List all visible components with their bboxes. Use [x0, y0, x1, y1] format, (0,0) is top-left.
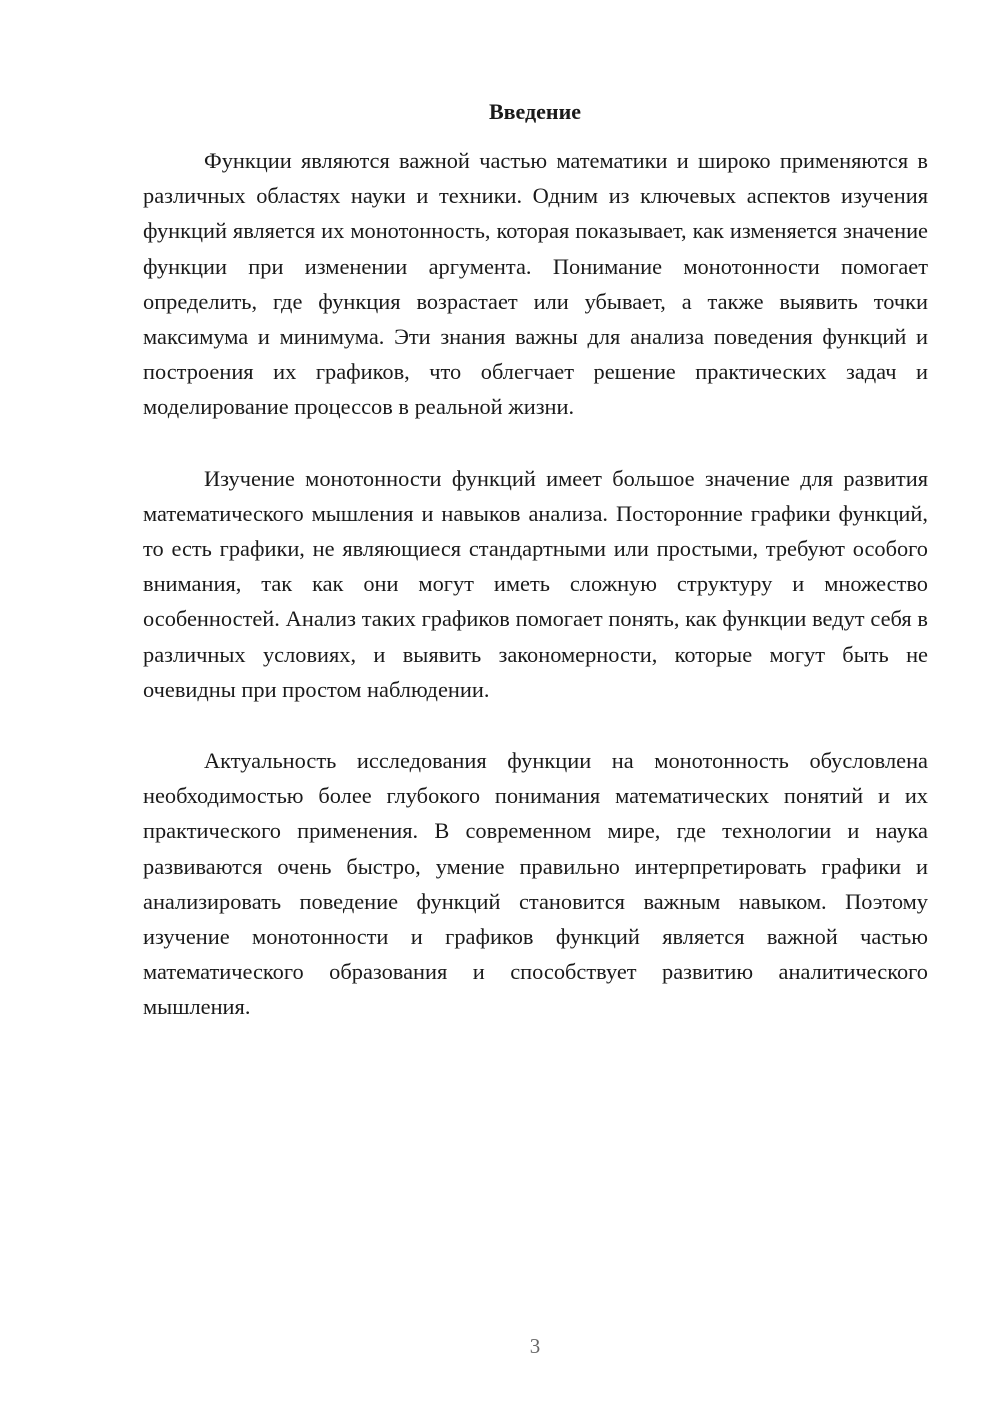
paragraph-1: Функции являются важной частью математики и широко применяются в различных областях науки и техники. Одним из ключевых аспектов изучения функций является их монотонность, которая показывает, как изменяется значение функции при изменении аргумента. Понимание монотонности помогает определить, где функция возрастает или убывает, а также выявить точки максимума и минимума. Эти знания важны для анализа поведения функций и построения их графиков, что облегчает решение практических задач и моделирование процессов в реальной жизни. — [143, 148, 928, 420]
section-heading: Введение — [488, 99, 582, 124]
page-number: 3 — [529, 1334, 541, 1358]
paragraph-2: Изучение монотонности функций имеет большое значение для развития математического мышления и навыков анализа. Посторонние графики функций, то есть графики, не являющиеся стандартными или простыми, требуют особого внимания, так как они могут иметь сложную структуру и множество особенностей. Анализ таких графиков помогает понять, как функции ведут себя в различных условиях, и выявить закономерности, которые могут быть не очевидны при простом наблюдении. — [143, 465, 928, 702]
paragraph-3: Актуальность исследования функции на монотонность обусловлена необходимостью более глубокого понимания математических понятий и их практического применения. В современном мире, где технологии и наука развиваются очень быстро, умение правильно интерпретировать графики и анализировать поведение функций становится важным навыком. Поэтому изучение монотонности и графиков функций является важной частью математического образования и способствует развитию аналитического мышления. — [143, 748, 928, 1020]
body-text — [143, 143, 928, 1061]
